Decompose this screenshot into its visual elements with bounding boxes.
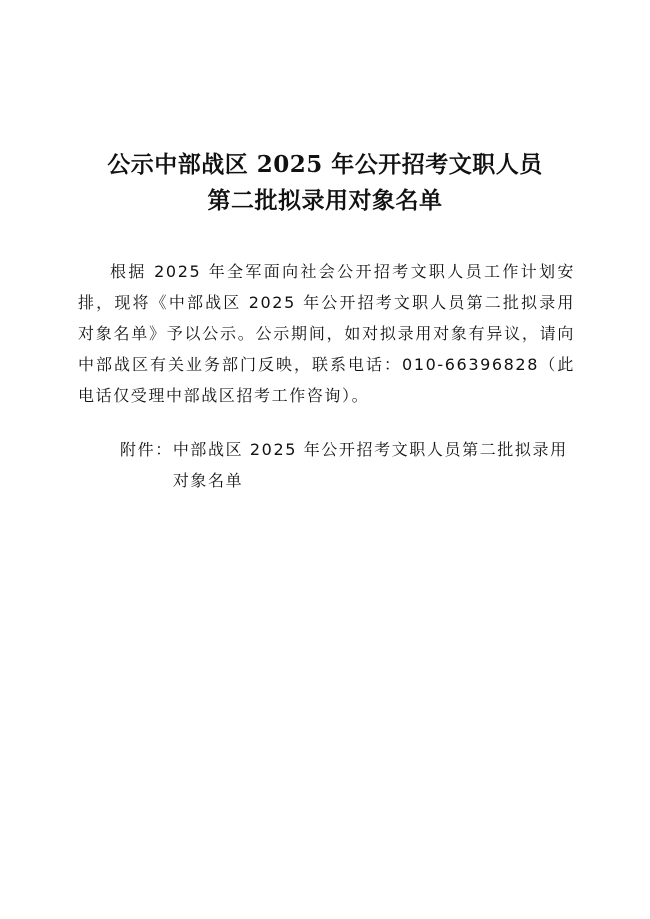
attachment-text: 中部战区 2025 年公开招考文职人员第二批拟录用对象名单 xyxy=(172,440,568,490)
attachment-block xyxy=(120,434,576,496)
body-paragraph: 根据 2025 年全军面向社会公开招考文职人员工作计划安排，现将《中部战区 2025 年公开招考文职人员第二批拟录用对象名单》予以公示。公示期间，如对拟录用对象有异议，请向中部战区有关业务部门反映，联系电话：010-66396828（此电话仅受理中部战区招考工作咨询）。 xyxy=(78,262,575,405)
document-title-line-1: 公示中部战区 2025 年公开招考文职人员 xyxy=(107,151,543,178)
attachment-label: 附件： xyxy=(120,440,173,459)
document-title-line-2: 第二批拟录用对象名单 xyxy=(207,187,443,214)
